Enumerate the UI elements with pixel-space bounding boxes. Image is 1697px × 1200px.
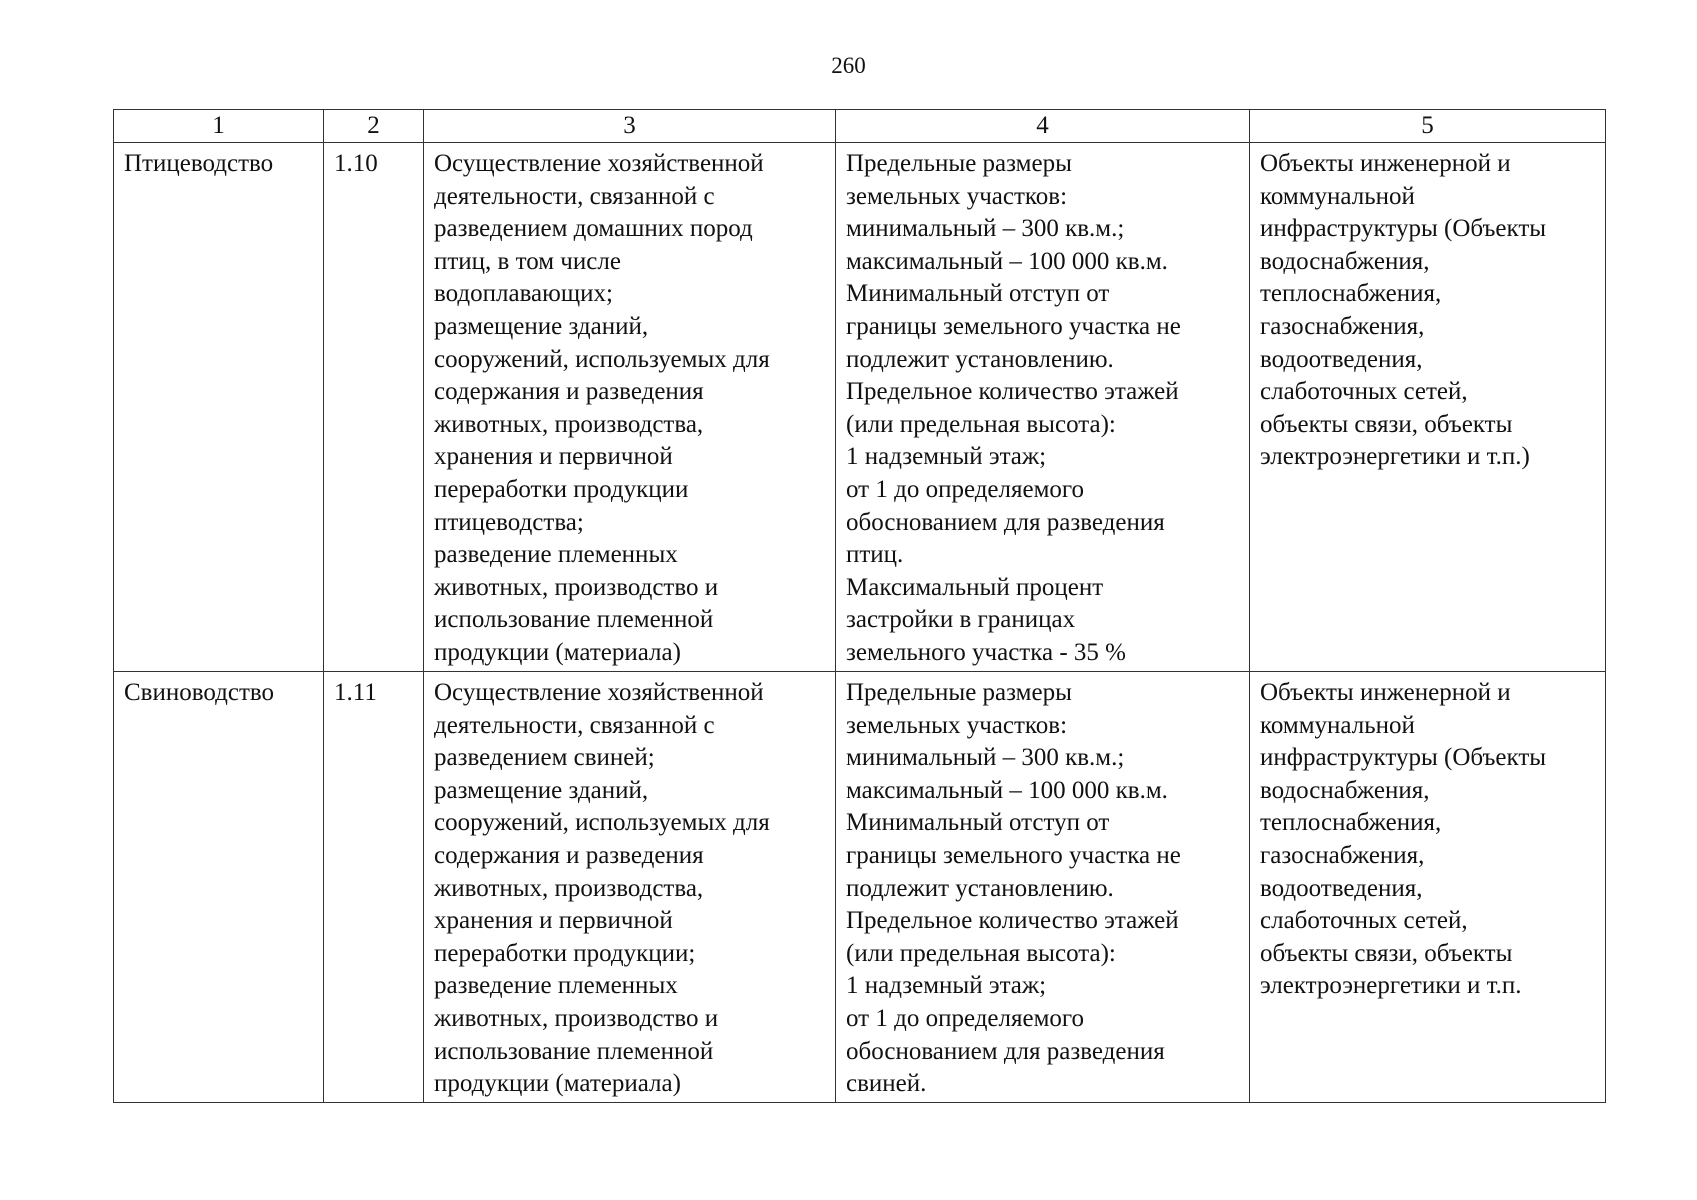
use-parameters — [836, 672, 1250, 1103]
cell-line: электроэнергетики и т.п.) — [1260, 443, 1530, 471]
cell-line: застройки в границах — [846, 606, 1076, 634]
cell-line: газоснабжения, — [1260, 312, 1425, 340]
cell-line: обоснованием для разведения — [846, 508, 1165, 536]
cell-line: использование племенной — [434, 1037, 714, 1065]
cell-line: содержания и разведения — [434, 378, 704, 406]
cell-line: деятельности, связанной с — [434, 182, 715, 210]
cell-line: разведением свиней; — [434, 744, 655, 772]
cell-line: объекты связи, объекты — [1260, 410, 1513, 438]
cell-line: хранения и первичной — [434, 443, 673, 471]
cell-line: минимальный – 300 кв.м.; — [846, 215, 1125, 243]
cell-line: Предельные размеры — [846, 679, 1072, 706]
use-code: 1.10 — [324, 143, 424, 672]
cell-line: обоснованием для разведения — [846, 1037, 1165, 1065]
cell-line: животных, производства, — [434, 410, 704, 438]
cell-line: минимальный – 300 кв.м.; — [846, 744, 1125, 772]
table-row — [114, 143, 1606, 672]
header-col-4: 4 — [836, 110, 1250, 143]
cell-line: птиц, в том числе — [434, 247, 621, 275]
cell-line: подлежит установлению. — [846, 345, 1114, 373]
cell-line: Объекты инженерной и — [1260, 679, 1511, 706]
cell-line: сооружений, используемых для — [434, 345, 770, 373]
cell-line: (или предельная высота): — [846, 939, 1116, 967]
cell-line: продукции (материала) — [434, 1070, 681, 1098]
cell-line: разведение племенных — [434, 541, 678, 569]
cell-line: подлежит установлению. — [846, 874, 1114, 902]
cell-line: птицеводства; — [434, 508, 584, 536]
cell-line: слаботочных сетей, — [1260, 378, 1468, 406]
cell-line: хранения и первичной — [434, 907, 673, 935]
cell-line: водоснабжения, — [1260, 247, 1430, 275]
cell-line: продукции (материала) — [434, 638, 681, 666]
cell-line: земельного участка - 35 % — [846, 638, 1126, 666]
cell-line: Минимальный отступ от — [846, 809, 1110, 837]
cell-line: границы земельного участка не — [846, 841, 1181, 869]
cell-line: водоплавающих; — [434, 280, 613, 308]
cell-line: Осуществление хозяйственной — [434, 679, 764, 706]
cell-line: сооружений, используемых для — [434, 809, 770, 837]
header-col-1: 1 — [114, 110, 324, 143]
header-col-5: 5 — [1250, 110, 1606, 143]
use-name: Свиноводство — [114, 672, 324, 1103]
cell-line: содержания и разведения — [434, 841, 704, 869]
cell-line: Предельное количество этажей — [846, 378, 1179, 406]
cell-line: разведением домашних пород — [434, 215, 753, 243]
cell-line: водоснабжения, — [1260, 776, 1430, 804]
use-name: Птицеводство — [114, 143, 324, 672]
cell-line: (или предельная высота): — [846, 410, 1116, 438]
cell-line: размещение зданий, — [434, 312, 649, 340]
cell-line: Объекты инженерной и — [1260, 150, 1511, 177]
cell-line: от 1 до определяемого — [846, 1004, 1085, 1032]
cell-line: Предельные размеры — [846, 150, 1072, 177]
cell-line: 1 надземный этаж; — [846, 443, 1047, 471]
cell-line: от 1 до определяемого — [846, 475, 1085, 503]
cell-line: Осуществление хозяйственной — [434, 150, 764, 177]
auxiliary-uses — [1250, 143, 1606, 672]
cell-line: максимальный – 100 000 кв.м. — [846, 776, 1168, 804]
cell-line: животных, производство и — [434, 1004, 719, 1032]
cell-line: инфраструктуры (Объекты — [1260, 744, 1547, 772]
use-description — [424, 672, 836, 1103]
cell-line: Максимальный процент — [846, 573, 1104, 601]
cell-line: теплоснабжения, — [1260, 280, 1442, 308]
cell-line: коммунальной — [1260, 711, 1415, 739]
use-description — [424, 143, 836, 672]
cell-line: инфраструктуры (Объекты — [1260, 215, 1547, 243]
cell-line: слаботочных сетей, — [1260, 907, 1468, 935]
cell-line: животных, производства, — [434, 874, 704, 902]
cell-line: переработки продукции — [434, 475, 689, 503]
cell-line: теплоснабжения, — [1260, 809, 1442, 837]
cell-line: размещение зданий, — [434, 776, 649, 804]
auxiliary-uses — [1250, 672, 1606, 1103]
use-code: 1.11 — [324, 672, 424, 1103]
cell-line: объекты связи, объекты — [1260, 939, 1513, 967]
cell-line: Предельное количество этажей — [846, 907, 1179, 935]
header-col-3: 3 — [424, 110, 836, 143]
cell-line: коммунальной — [1260, 182, 1415, 210]
cell-line: земельных участков: — [846, 182, 1068, 210]
cell-line: 1 надземный этаж; — [846, 972, 1047, 1000]
cell-line: использование племенной — [434, 606, 714, 634]
cell-line: электроэнергетики и т.п. — [1260, 972, 1522, 1000]
cell-line: водоотведения, — [1260, 874, 1423, 902]
cell-line: свиней. — [846, 1070, 927, 1098]
cell-line: птиц. — [846, 541, 904, 569]
cell-line: Минимальный отступ от — [846, 280, 1110, 308]
cell-line: разведение племенных — [434, 972, 678, 1000]
use-parameters — [836, 143, 1250, 672]
table-header-row — [114, 110, 1606, 143]
cell-line: земельных участков: — [846, 711, 1068, 739]
cell-line: максимальный – 100 000 кв.м. — [846, 247, 1168, 275]
table-row — [114, 672, 1606, 1103]
cell-line: границы земельного участка не — [846, 312, 1181, 340]
cell-line: газоснабжения, — [1260, 841, 1425, 869]
page-number: 260 — [831, 53, 866, 78]
cell-line: деятельности, связанной с — [434, 711, 715, 739]
land-use-table — [113, 109, 1606, 1103]
cell-line: водоотведения, — [1260, 345, 1423, 373]
cell-line: животных, производство и — [434, 573, 719, 601]
cell-line: переработки продукции; — [434, 939, 696, 967]
header-col-2: 2 — [324, 110, 424, 143]
